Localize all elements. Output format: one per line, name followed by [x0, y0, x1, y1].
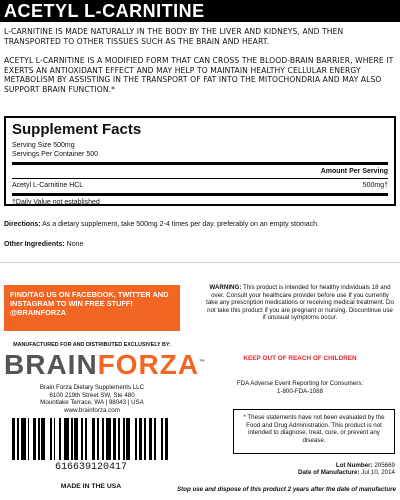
promo-line-3: @BRAINFORZA: [10, 308, 67, 318]
supplement-facts-title: Supplement Facts: [12, 121, 142, 138]
logo-brain: BRAIN: [4, 349, 98, 380]
stop-use-notice: Stop use and dispose of this product 2 years after the date of manufacture: [176, 486, 396, 493]
warning-body: This product is intended for healthy individuals 18 and over. Consult your healthcare provider before use If you currently take any prescription medications or receiving medical treatment. Do not take this product if you are pregnant or nursing. Discontinue use if unusual symptoms occur.: [206, 284, 394, 322]
other-ingredients-text: None: [64, 241, 84, 248]
fda-report-line-2: 1-800-FDA-1088: [276, 387, 324, 395]
logo-trademark: ™: [199, 359, 207, 366]
lot-number: Lot Number: 205669: [335, 462, 395, 469]
fda-report-line-1: FDA Adverse Event Reporting for Consumers:: [236, 380, 364, 387]
amount-per-serving-header: Amount Per Serving: [320, 168, 388, 175]
facts-divider-bottom: [12, 193, 388, 196]
facts-ingredient-row: [12, 181, 388, 190]
promo-line-1: FIND/TAG US ON FACEBOOK, TWITTER AND: [10, 290, 169, 299]
lot-info: [205, 462, 395, 477]
warning-label: WARNING:: [209, 284, 242, 291]
directions: [4, 220, 396, 229]
company-name: Brain Forza Dietary Supplements LLC: [39, 384, 145, 391]
product-title: ACETYL L-CARNITINE: [4, 1, 205, 21]
facts-header-row: [12, 167, 388, 176]
description-paragraph-1: L-CARNITINE IS MADE NATURALLY IN THE BODY BY THE LIVER AND KIDNEYS, AND THEN TRANSPORTED TO OTHER TISSUES SUCH AS THE BRAIN AND HEART.: [4, 27, 344, 46]
directions-label: Directions:: [4, 221, 41, 228]
other-ingredients: [4, 240, 396, 249]
logo-forza: FORZA: [97, 349, 200, 380]
facts-divider-heavy: [12, 162, 388, 165]
daily-value-footnote: †Daily Value not established: [12, 199, 100, 206]
facts-divider-thin: [12, 178, 388, 179]
ingredient-name: Acetyl L-Carnitine HCL: [12, 182, 84, 189]
promo-line-2: INSTAGRAM TO WIN FREE STUFF!: [10, 299, 133, 309]
serving-size: Serving Size 500mg: [12, 142, 75, 149]
street-address: 6100 219th Street SW, Ste 480: [49, 391, 135, 399]
fda-adverse-event: [205, 380, 395, 395]
directions-text: As a dietary supplement, take 500mg 2-4 times per day. preferably on an empty stomach.: [40, 221, 320, 228]
other-ingredients-label: Other Ingredients:: [4, 241, 65, 248]
warning-text: [205, 284, 395, 322]
section-divider: [0, 262, 400, 263]
manufacturer-address: [4, 384, 180, 414]
brainforza-logo: [4, 349, 207, 381]
date-of-manufacture: Date of Manufacture: Jul 10, 2014: [298, 469, 395, 477]
barcode-number: 616639120417: [54, 462, 127, 473]
city-address: Mountlake Terrace, WA | 98043 | USA: [40, 399, 144, 407]
manufacturer-label: MANUFACTURED FOR AND DISTRIBUTED EXCLUSIVELY BY:: [13, 342, 171, 348]
description-paragraph-2: ACETYL L-CARNITINE IS A MODIFIED FORM THAT CAN CROSS THE BLOOD-BRAIN BARRIER, WHERE IT EXERTS AN ANTIOXIDANT EFFECT AND MAY HELP TO MAINTAIN HEALTHY CELLULAR ENERGY METABOLISM BY ASSISTING IN THE TRANSPORT OF FAT INTO THE MITOCHONDRIA AND MAY ALSO SUPPORT BRAIN FUNCTION.*: [4, 56, 394, 94]
made-in-usa: MADE IN THE USA: [60, 483, 122, 490]
social-promo-banner: [4, 285, 180, 331]
upc-barcode: [12, 418, 170, 460]
servings-per-container: Servings Per Container 500: [12, 151, 98, 158]
fda-disclaimer-box: * These statements have not been evaluated by the Food and Drug Administration. This product is not intended to diagnose, treat, cure, or prevent any disease.: [233, 409, 395, 454]
supplement-facts-panel: [4, 116, 396, 206]
website: www.brainforza.com: [64, 406, 120, 414]
title-bar: [0, 0, 400, 22]
barcode-bar: [168, 418, 170, 460]
keep-out-of-reach: KEEP OUT OF REACH OF CHILDREN: [243, 355, 357, 362]
ingredient-amount: 500mg†: [362, 182, 388, 189]
